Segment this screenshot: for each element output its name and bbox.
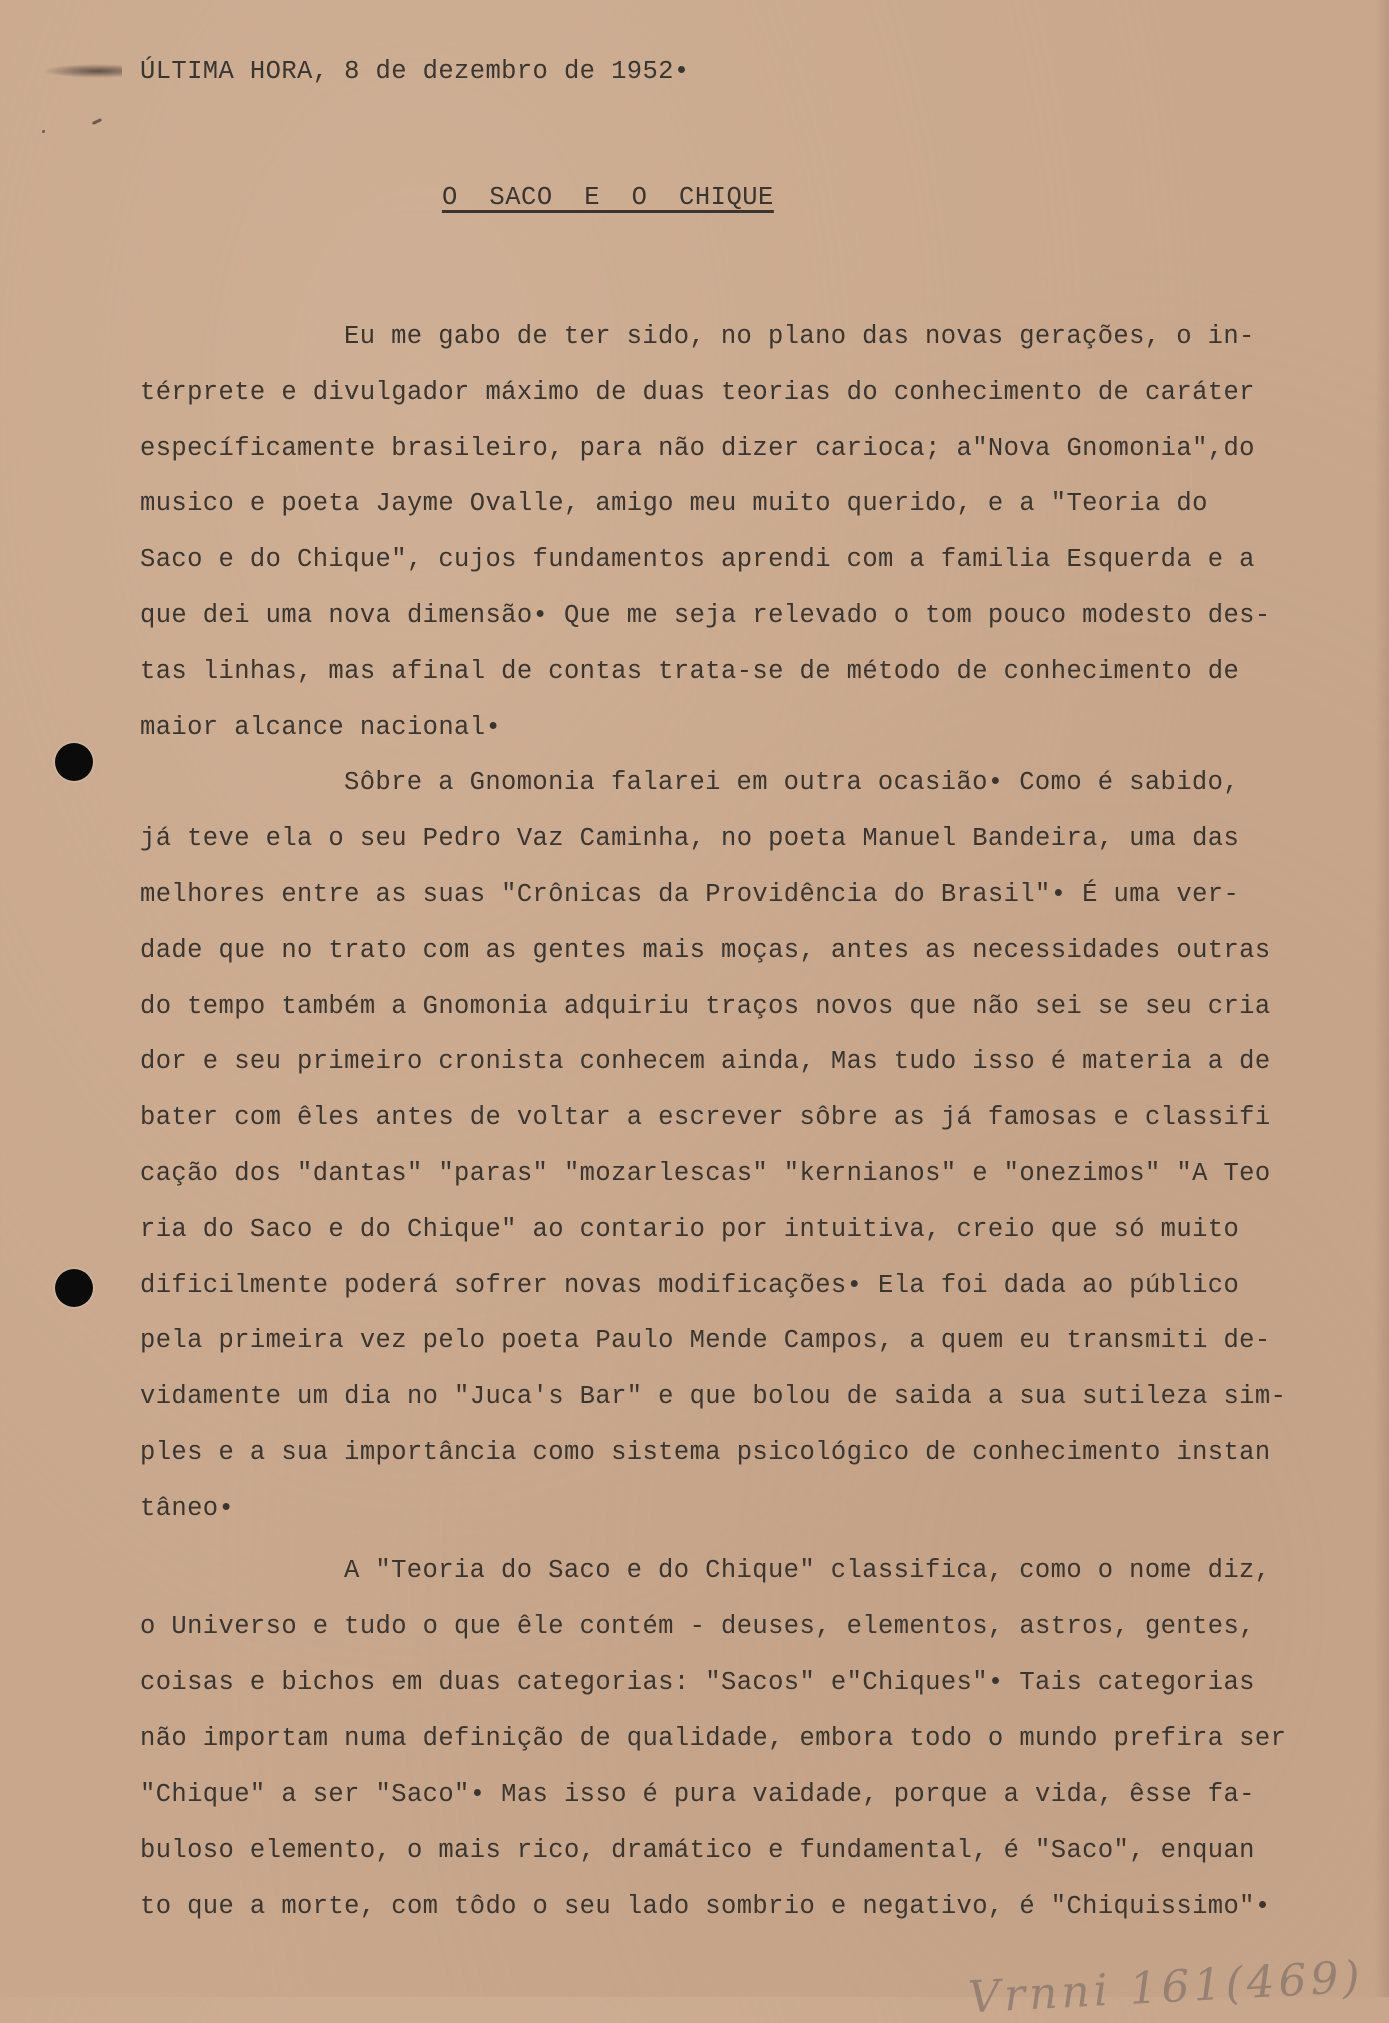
text-line: coisas e bichos em duas categorias: "Sacos" e"Chiques"• Tais categorias [140, 1668, 1255, 1697]
text-line: já teve ela o seu Pedro Vaz Caminha, no poeta Manuel Bandeira, uma das [140, 824, 1240, 853]
handwritten-archive-annotation: Vrnni 161(469) [966, 1951, 1365, 2023]
punch-hole-top [55, 743, 93, 781]
text-line: não importam numa definição de qualidade, embora todo o mundo prefira ser [140, 1724, 1287, 1753]
text-line: tâneo• [140, 1494, 235, 1523]
text-line: pela primeira vez pelo poeta Paulo Mende Campos, a quem eu transmiti de- [140, 1326, 1271, 1355]
text-line: melhores entre as suas "Crônicas da Providência do Brasil"• É uma ver- [140, 880, 1240, 909]
text-line: ria do Saco e do Chique" ao contario por intuitiva, creio que só muito [140, 1215, 1240, 1244]
document-title: O SACO E O CHIQUE [442, 183, 774, 212]
publication-date-header: ÚLTIMA HORA, 8 de dezembro de 1952• [140, 57, 690, 86]
text-line: que dei uma nova dimensão• Que me seja relevado o tom pouco modesto des- [140, 601, 1271, 630]
text-line: A "Teoria do Saco e do Chique" classifica, como o nome diz, [344, 1556, 1271, 1585]
text-line: tas linhas, mas afinal de contas trata-se de método de conhecimento de [140, 657, 1240, 686]
text-line: dificilmente poderá sofrer novas modificações• Ela foi dada ao público [140, 1271, 1240, 1300]
text-line: to que a morte, com tôdo o seu lado sombrio e negativo, é "Chiquissimo"• [140, 1892, 1271, 1921]
text-line: dor e seu primeiro cronista conhecem ainda, Mas tudo isso é materia a de [140, 1047, 1271, 1076]
text-line: vidamente um dia no "Juca's Bar" e que bolou de saida a sua sutileza sim- [140, 1382, 1287, 1411]
text-line: Sôbre a Gnomonia falarei em outra ocasião• Como é sabido, [344, 768, 1240, 797]
text-line: buloso elemento, o mais rico, dramático e fundamental, é "Saco", enquan [140, 1836, 1255, 1865]
text-line: cação dos "dantas" "paras" "mozarlescas" "kernianos" e "onezimos" "A Teo [140, 1159, 1271, 1188]
text-line: maior alcance nacional• [140, 713, 502, 742]
text-line: térprete e divulgador máximo de duas teorias do conhecimento de caráter [140, 378, 1255, 407]
text-line: ples e a sua importância como sistema psicológico de conhecimento instan [140, 1438, 1271, 1467]
punch-hole-bottom [55, 1269, 93, 1307]
text-line: bater com êles antes de voltar a escrever sôbre as já famosas e classifi [140, 1103, 1271, 1132]
text-line: Saco e do Chique", cujos fundamentos aprendi com a familia Esquerda e a [140, 545, 1255, 574]
text-line: Eu me gabo de ter sido, no plano das novas gerações, o in- [344, 322, 1255, 351]
paper-edge-shadow [1375, 0, 1389, 1997]
text-line: o Universo e tudo o que êle contém - deuses, elementos, astros, gentes, [140, 1612, 1255, 1641]
ink-speck [42, 130, 45, 133]
ink-speck [92, 118, 102, 125]
ink-smudge [42, 64, 122, 78]
text-line: "Chique" a ser "Saco"• Mas isso é pura vaidade, porque a vida, êsse fa- [140, 1780, 1255, 1809]
text-line: dade que no trato com as gentes mais moças, antes as necessidades outras [140, 936, 1271, 965]
text-line: específicamente brasileiro, para não dizer carioca; a"Nova Gnomonia",do [140, 434, 1255, 463]
text-line: do tempo também a Gnomonia adquiriu traços novos que não sei se seu cria [140, 992, 1271, 1021]
text-line: musico e poeta Jayme Ovalle, amigo meu muito querido, e a "Teoria do [140, 489, 1208, 518]
